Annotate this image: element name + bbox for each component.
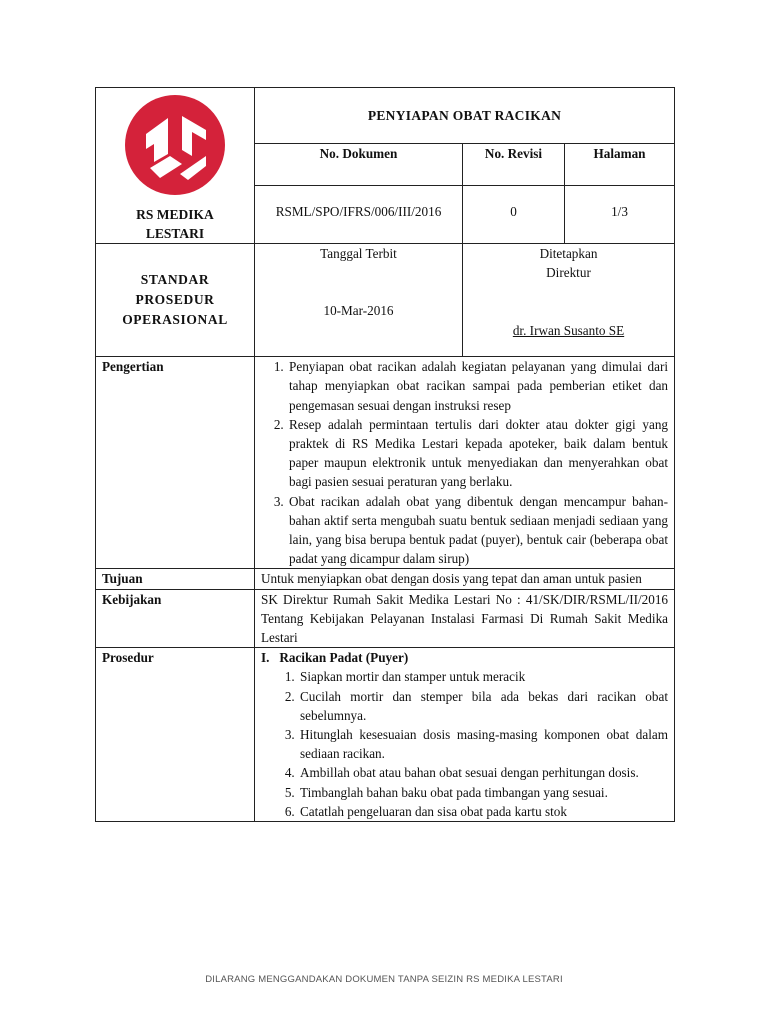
list-item: 3. Obat racikan adalah obat yang dibentuk dengan mencampur bahan-bahan aktif serta mengubah suatu bentuk sediaan menjadi sediaan yang lain, yang bisa berupa bentuk padat (puyer), bentuk cair (beberapa obat padat yang dicampur dalam sirup) — [287, 492, 668, 569]
document-title: PENYIAPAN OBAT RACIKAN — [255, 88, 675, 144]
list-item: 4. Ambillah obat atau bahan obat sesuai dengan perhitungan dosis. — [298, 763, 668, 782]
list-item: 5. Timbanglah bahan baku obat pada timbangan yang sesuai. — [298, 783, 668, 802]
approved-role: Direktur — [546, 265, 591, 281]
doc-number: RSML/SPO/IFRS/006/III/2016 — [255, 185, 463, 243]
section-content-tujuan: Untuk menyiapkan obat dengan dosis yang tepat dan aman untuk pasien — [255, 569, 675, 589]
footer-notice: DILARANG MENGGANDAKAN DOKUMEN TANPA SEIZIN RS MEDIKA LESTARI — [205, 974, 563, 985]
section-label-tujuan: Tujuan — [96, 569, 255, 589]
list-item: 2. Resep adalah permintaan tertulis dari dokter atau dokter gigi yang praktek di RS Medika Lestari kepada apoteker, baik dalam bentuk paper maupun elektronik untuk menyediakan dan menyerahkan obat bagi pasien sesuai peraturan yang berlaku. — [287, 415, 668, 492]
revision-label: No. Revisi — [463, 144, 565, 185]
approval-cell — [463, 244, 675, 357]
revision-value: 0 — [463, 185, 565, 243]
definition-list — [261, 357, 668, 568]
issue-date-cell — [255, 244, 463, 357]
sop-label: STANDAR PROSEDUR OPERASIONAL — [96, 244, 255, 357]
sop-document-table — [95, 87, 675, 822]
procedure-list — [261, 667, 668, 821]
page-value: 1/3 — [565, 185, 675, 243]
list-item: 1. Penyiapan obat racikan adalah kegiatan pelayanan yang dimulai dari tahap menyiapkan obat racikan sampai pada pemberian etiket dan pengemasan sesuai dengan instruksi resep — [287, 357, 668, 415]
list-item: 3. Hitunglah kesesuaian dosis masing-masing komponen obat dalam sediaan racikan. — [298, 725, 668, 763]
list-item: 2. Cucilah mortir dan stemper bila ada bekas dari racikan obat sebelumnya. — [298, 687, 668, 725]
signer-name: dr. Irwan Susanto SE — [512, 322, 625, 338]
issue-date-label: Tanggal Terbit — [320, 246, 397, 262]
section-label-kebijakan: Kebijakan — [96, 589, 255, 648]
list-item: 6. Catatlah pengeluaran dan sisa obat pada kartu stok — [298, 802, 668, 821]
section-content-pengertian — [255, 357, 675, 569]
procedure-subheading: I. Racikan Padat (Puyer) — [261, 650, 409, 666]
hospital-logo-cell — [96, 88, 255, 244]
section-label-prosedur: Prosedur — [96, 648, 255, 822]
section-label-pengertian: Pengertian — [96, 357, 255, 569]
hospital-name: RS MEDIKA LESTARI — [136, 207, 214, 242]
approved-label: Ditetapkan — [539, 246, 598, 262]
issue-date: 10-Mar-2016 — [323, 303, 394, 319]
section-content-prosedur — [255, 648, 675, 822]
hospital-logo — [120, 94, 230, 196]
doc-number-label: No. Dokumen — [255, 144, 463, 185]
list-item: 1. Siapkan mortir dan stamper untuk meracik — [298, 667, 668, 686]
section-content-kebijakan: SK Direktur Rumah Sakit Medika Lestari No : 41/SK/DIR/RSML/II/2016 Tentang Kebijakan Pelayanan Instalasi Farmasi Di Rumah Sakit Medika Lestari — [255, 589, 675, 648]
page-label: Halaman — [565, 144, 675, 185]
